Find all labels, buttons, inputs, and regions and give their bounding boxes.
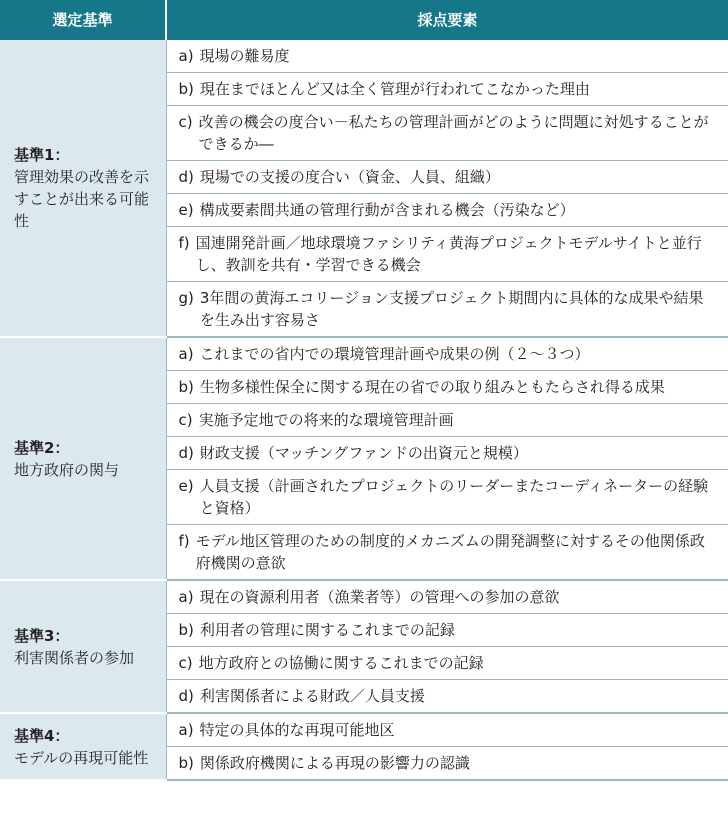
item-marker: b) (178, 80, 194, 98)
scoring-element-cell (166, 680, 728, 714)
scoring-element-cell (166, 580, 728, 614)
item-marker: e) (178, 201, 194, 219)
scoring-element-cell (166, 647, 728, 680)
item-text: これまでの省内での環境管理計画や成果の例（２～３つ） (199, 345, 590, 363)
scoring-element-cell (166, 106, 728, 161)
criterion-description: モデルの再現可能性 (14, 748, 149, 767)
scoring-element-cell (166, 161, 728, 194)
item-text: 生物多様性保全に関する現在の省での取り組みともたらされ得る成果 (199, 378, 665, 396)
item-marker: c) (178, 411, 193, 429)
table-body (0, 40, 728, 780)
criterion-cell-1 (0, 40, 166, 337)
criterion-title: 基準3： (14, 626, 70, 645)
criterion-description: 利害関係者の参加 (14, 648, 135, 667)
item-text: 利用者の管理に関するこれまでの記録 (199, 621, 455, 639)
item-marker: c) (178, 113, 193, 131)
criterion-cell-4 (0, 713, 166, 780)
item-marker: d) (178, 687, 194, 705)
item-text: 利害関係者による財政／人員支援 (199, 687, 425, 705)
item-text: 3年間の黄海エコリージョン支援プロジェクト期間内に具体的な成果や結果を生み出す容易さ (199, 289, 704, 329)
table-row (0, 580, 728, 614)
item-text: 関係政府機関による再現の影響力の認識 (199, 754, 470, 772)
scoring-element-cell (166, 437, 728, 470)
item-text: 実施予定地での将来的な環境管理計画 (198, 411, 454, 429)
criterion-title: 基準1： (14, 146, 70, 164)
item-text: 国連開発計画／地球環境ファシリティ黄海プロジェクトモデルサイトと並行し、教訓を共有・学習できる機会 (195, 234, 702, 274)
item-marker: b) (178, 754, 194, 772)
item-text: 現場の難易度 (199, 47, 290, 65)
header-scoring-elements: 採点要素 (166, 0, 728, 40)
item-marker: b) (178, 378, 194, 396)
table-row (0, 337, 728, 371)
item-marker: g) (178, 289, 194, 307)
item-text: 現在の資源利用者（漁業者等）の管理への参加の意欲 (199, 588, 560, 606)
scoring-element-cell (166, 371, 728, 404)
item-marker: c) (178, 654, 193, 672)
item-text: 改善の機会の度合い－私たちの管理計画がどのように問題に対処することができるか― (198, 113, 709, 153)
item-marker: a) (178, 345, 194, 363)
item-marker: f) (178, 532, 190, 550)
item-text: 人員支援（計画されたプロジェクトのリーダーまたコーディネーターの経験と資格） (199, 477, 709, 517)
criterion-title: 基準4： (14, 726, 70, 745)
table-row (0, 40, 728, 73)
criterion-cell-2 (0, 337, 166, 580)
scoring-element-cell (166, 40, 728, 73)
criterion-cell-3 (0, 580, 166, 713)
item-marker: f) (178, 234, 190, 252)
item-text: 現場での支援の度合い（資金、人員、組織） (199, 168, 500, 186)
scoring-element-cell (166, 73, 728, 106)
criterion-description: 管理効果の改善を示すことが出来る可能性 (14, 168, 150, 230)
item-text: 現在までほとんど又は全く管理が行われてこなかった理由 (199, 80, 590, 98)
scoring-element-cell (166, 747, 728, 781)
item-text: 財政支援（マッチングファンドの出資元と規模） (199, 444, 528, 462)
criterion-description: 地方政府の関与 (14, 460, 120, 479)
item-text: 地方政府との協働に関するこれまでの記録 (198, 654, 484, 672)
table-header (0, 0, 728, 40)
item-text: モデル地区管理のための制度的メカニズムの開発調整に対するその他関係政府機関の意欲 (195, 532, 705, 572)
scoring-element-cell (166, 337, 728, 371)
scoring-element-cell (166, 194, 728, 227)
scoring-element-cell (166, 227, 728, 282)
item-marker: a) (178, 47, 194, 65)
table-row (0, 713, 728, 747)
item-text: 特定の具体的な再現可能地区 (199, 721, 395, 739)
item-marker: d) (178, 444, 194, 462)
header-selection-criteria: 選定基準 (0, 0, 166, 40)
scoring-element-cell (166, 404, 728, 437)
item-marker: e) (178, 477, 194, 495)
item-marker: d) (178, 168, 194, 186)
scoring-element-cell (166, 525, 728, 581)
item-marker: a) (178, 588, 194, 606)
item-marker: a) (178, 721, 194, 739)
item-marker: b) (178, 621, 194, 639)
scoring-element-cell (166, 614, 728, 647)
scoring-element-cell (166, 713, 728, 747)
scoring-element-cell (166, 470, 728, 525)
scoring-element-cell (166, 282, 728, 338)
criterion-title: 基準2： (14, 438, 70, 457)
item-text: 構成要素間共通の管理行動が含まれる機会（汚染など） (199, 201, 575, 219)
